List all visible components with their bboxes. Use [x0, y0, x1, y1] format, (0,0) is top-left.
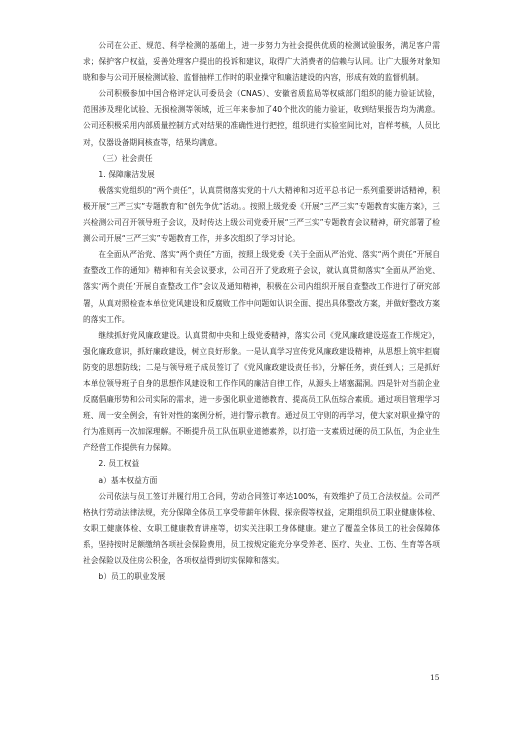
sub-heading-career-development: b）员工的职业发展 — [98, 572, 166, 582]
integrity-paragraph-3: 继续抓好党风廉政建设。认真贯彻中央和上级党委精神，落实公司《党风廉政建设巡查工作规定》，强化廉政意识，抓好廉政建设，树立良好形象。一是认真学习宣传党风廉政建设精神，从思想上筑牢拒腐防变的思想防线；二是与领导班子成员签订了《党风廉政建设责任书》，分解任务，责任到人；三是抓好本单位领导班子自身的思想作风建设和工作作风的廉洁自律工作，从源头上堵塞漏洞。四是针对当前企业反腐倡廉形势和公司实际的需求，进一步强化职业道德教育、提高员工队伍综合素质。通过项目管理学习班、周一安全例会，有针对性的案例分析，进行警示教育。通过员工守则的再学习，使大家对职业操守的行为准则再一次加深理解。不断提升员工队伍职业道德素养，以打造一支素质过硬的员工队伍，为企业生产经营工作提供有力保障。 — [83, 330, 440, 453]
integrity-paragraph-2: 在全面从严治党、落实“两个责任”方面，按照上级党委《关于全面从严治党、落实“两个责任”开展自查整改工作的通知》精神和有关会议要求，公司召开了党政班子会议，就认真贯彻落实“全面从严治党、落实‘两个责任’开展自查整改工作”会议及通知精神，积极在公司内组织开展自查整改工作进行了研究部署，从真对照检查本单位党风建设和反腐败工作中问题如认识全面、提出具体整改方案，并做好整改方案的落实工作。 — [83, 250, 440, 324]
subsection-heading-integrity: 1. 保障廉洁发展 — [98, 169, 155, 179]
intro-paragraph-2: 公司积极参加中国合格评定认可委员会（CNAS）、安徽省质监局等权威部门组织的能力验证试验，范围涉及理化试验、无损检测等领域，近三年来参加了40个批次的能力验证，收到结果报告均为满意。公司还积极采用内部质量控制方式对结果的准确性进行把控，组织进行实验室间比对，盲样考核，人员比对，仪器设备期间核查等，结果均满意。 — [83, 89, 440, 147]
document-body — [83, 38, 440, 585]
section-heading-social-responsibility: （三）社会责任 — [98, 153, 153, 163]
page-number: 15 — [430, 673, 440, 682]
sub-heading-basic-rights: a）基本权益方面 — [98, 475, 158, 485]
subsection-heading-employee-rights: 2. 员工权益 — [98, 459, 140, 469]
intro-paragraph-1: 公司在公正、规范、科学检测的基础上，进一步努力为社会提供优质的检测试验服务，满足客户需求；保护客户权益，妥善处理客户提出的投诉和建议，取得广大消费者的信赖与认同。让广大服务对象知晓和参与公司开展检测试验、监督抽样工作时的职业操守和廉洁建设的内容，形成有效的监督机制。 — [83, 41, 440, 83]
basic-rights-paragraph: 公司依法与员工签订并履行用工合同，劳动合同签订率达100%，有效维护了员工合法权益。公司严格执行劳动法律法规，充分保障全体员工享受带薪年休假、探亲假等权益，定期组织员工职业健康体检、女职工健康体检、女职工健康教育讲座等，切实关注职工身体健康。建立了覆盖全体员工的社会保障体系，坚持按时足额缴纳各项社会保险费用，员工按规定能充分享受养老、医疗、失业、工伤、生育等各项社会保险以及住房公积金，各项权益得到切实保障和落实。 — [83, 491, 440, 565]
integrity-paragraph-1: 极落实党组织的“两个责任”，认真贯彻落实党的十八大精神和习近平总书记一系列重要讲话精神，积极开展“三严三实”专题教育和“创先争优”活动。。按照上级党委《开展“三严三实”专题教育实施方案》，三兴检测公司召开领导班子会议，及时传达上级公司党委开展“三严三实”专题教育会议精神，研究部署了检测公司开展“三严三实”专题教育工作，并多次组织了学习讨论。 — [83, 185, 440, 244]
